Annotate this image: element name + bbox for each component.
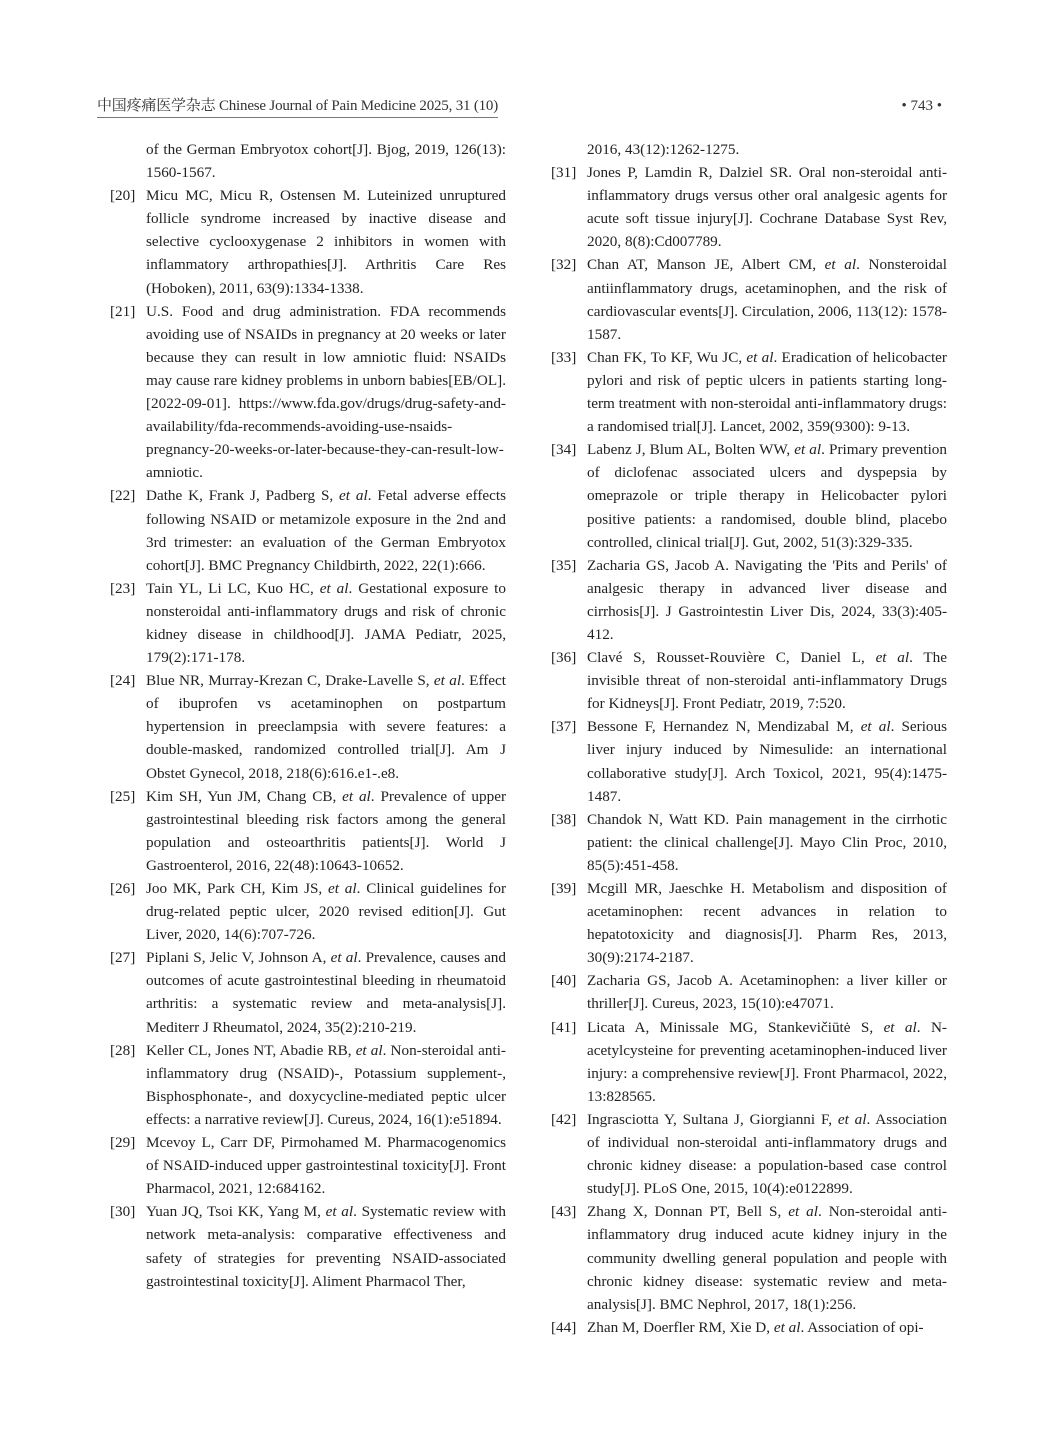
page-number: • 743 • — [901, 98, 942, 114]
reference-body: . Non-steroidal anti-inflammatory drug (NSAID)-, Potassium supplement-, Bisphosphonate-, and doxycycline-mediated peptic ulcer effects: a narrative review[J]. Cureus, 2024, 16(1):e51894. — [146, 1041, 506, 1128]
reference-authors: Mcevoy L, Carr DF, Pirmohamed M. — [146, 1134, 382, 1152]
reference-body: . The invisible threat of non-steroidal anti-inflammatory Drugs for Kidneys[J]. Front Pediatr, 2019, 7:520. — [587, 649, 948, 713]
reference-number: [25] — [110, 787, 136, 805]
reference-et-al: et al — [319, 579, 349, 597]
reference-body: FDA recommends avoiding use of NSAIDs in pregnancy at 20 weeks or later because they can result in low amniotic fluid: NSAIDs may cause rare kidney problems in unborn babies[EB/OL]. [2022-09-01]. https://www.fda.gov/drugs/drug-safety-and-availability/fda-recommends-avoiding-use-nsaids-pregnancy-20-weeks-or-later-because-they-can-result-low-amniotic. — [146, 302, 506, 482]
reference-et-al: et al — [325, 1203, 354, 1221]
reference-et-al: et al — [824, 256, 857, 274]
reference-item — [551, 969, 947, 1015]
reference-number: [41] — [551, 1018, 577, 1036]
reference-number: [26] — [110, 880, 136, 897]
right-column — [551, 138, 947, 1339]
reference-item — [551, 1316, 947, 1339]
reference-et-al: et al — [860, 718, 891, 736]
reference-item — [110, 1039, 506, 1131]
reference-number: [40] — [551, 972, 577, 990]
reference-item — [551, 438, 947, 553]
reference-et-al: et al — [355, 1041, 383, 1059]
reference-body: Pharmacogenomics of NSAID-induced upper gastrointestinal toxicity[J]. Front Pharmacol, 2021, 12:684162. — [146, 1134, 506, 1198]
reference-body: Pain management in the cirrhotic patient: the clinical challenge[J]. Mayo Clin Proc, 2010, 85(5):451-458. — [587, 810, 947, 874]
reference-body: Navigating the 'Pits and Perils' of analgesic therapy in advanced liver disease and cirrhosis[J]. J Gastrointestin Liver Dis, 2024, 33(3):405-412. — [587, 556, 947, 643]
reference-item — [551, 1108, 947, 1200]
reference-et-al: et al — [330, 949, 358, 967]
reference-authors: Joo MK, Park CH, Kim JS, — [146, 880, 329, 897]
reference-authors: Micu MC, Micu R, Ostensen M. — [146, 187, 361, 205]
reference-et-al: et al — [837, 1110, 867, 1128]
reference-et-al: et al — [773, 1318, 801, 1336]
reference-item — [110, 577, 506, 669]
reference-body: . Effect of ibuprofen vs acetaminophen on postpartum hypertension in preeclampsia with severe features: a double-masked, randomized controlled trial[J]. Am J Obstet Gynecol, 2018, 218(6):616.e1-.e8. — [146, 672, 507, 782]
reference-number: [39] — [551, 880, 577, 897]
reference-item — [110, 300, 506, 485]
reference-authors: U.S. Food and drug administration. — [146, 302, 382, 320]
reference-body: . Clinical guidelines for drug-related peptic ulcer, 2020 revised edition[J]. Gut Liver, 2020, 14(6):707-726. — [146, 880, 507, 944]
reference-number: [20] — [110, 187, 136, 205]
reference-continuation: of the German Embryotox cohort[J]. Bjog, 2019, 126(13): 1560-1567. — [146, 141, 506, 182]
reference-authors: Bessone F, Hernandez N, Mendizabal M, — [587, 718, 861, 736]
reference-number: [24] — [110, 672, 136, 690]
reference-authors: Zhan M, Doerfler RM, Xie D, — [587, 1318, 774, 1336]
reference-authors: Dathe K, Frank J, Padberg S, — [146, 487, 340, 505]
reference-authors: Ingrasciotta Y, Sultana J, Giorgianni F, — [587, 1110, 838, 1128]
reference-item — [551, 161, 947, 253]
reference-et-al: et al — [339, 487, 368, 505]
reference-item — [551, 346, 947, 438]
reference-et-al: et al — [788, 1203, 818, 1221]
reference-number: [21] — [110, 302, 136, 320]
reference-number: [23] — [110, 579, 136, 597]
reference-number: [30] — [110, 1203, 136, 1221]
reference-authors: Jones P, Lamdin R, Dalziel SR. — [587, 164, 793, 182]
reference-item — [551, 808, 947, 877]
reference-list-left — [110, 184, 506, 1293]
reference-item — [551, 1016, 947, 1108]
reference-body: . Systematic review with network meta-analysis: comparative effectiveness and safety of strategies for preventing NSAID-associated gastrointestinal toxicity[J]. Aliment Pharmacol Ther, — [146, 1203, 506, 1290]
reference-item — [110, 1131, 506, 1200]
reference-number: [33] — [551, 348, 577, 366]
reference-body: Metabolism and disposition of acetaminophen: recent advances in relation to hepatotoxicity and diagnosis[J]. Pharm Res, 2013, 30(9):2174-2187. — [587, 880, 947, 967]
reference-authors: Zacharia GS, Jacob A. — [587, 556, 730, 574]
left-column — [110, 138, 506, 1293]
reference-et-al: et al — [794, 441, 822, 459]
reference-item — [110, 484, 506, 576]
reference-authors: Chan FK, To KF, Wu JC, — [587, 348, 747, 366]
reference-authors: Licata A, Minissale MG, Stankevičiūtė S, — [587, 1018, 884, 1036]
reference-body: . Primary prevention of diclofenac associated ulcers and dyspepsia by omeprazole or triple therapy in Helicobacter pylori positive patients: a randomised, double blind, placebo controlled, clinical trial[J]. Gut, 2002, 51(3):329-335. — [587, 441, 947, 551]
reference-authors: Tain YL, Li LC, Kuo HC, — [146, 579, 320, 597]
reference-authors: Mcgill MR, Jaeschke H. — [587, 880, 745, 897]
reference-body: . Prevalence, causes and outcomes of acute gastrointestinal bleeding in rheumatoid arthritis: a systematic review and meta-analysis[J]. Mediterr J Rheumatol, 2024, 35(2):210-219. — [146, 949, 506, 1036]
reference-number: [29] — [110, 1134, 136, 1152]
reference-body: . Nonsteroidal antiinflammatory drugs, acetaminophen, and the risk of cardiovascular events[J]. Circulation, 2006, 113(12): 1578-1587. — [587, 256, 948, 343]
reference-number: [28] — [110, 1041, 136, 1059]
journal-title: 中国疼痛医学杂志 Chinese Journal of Pain Medicine 2025, 31 (10) — [97, 96, 498, 118]
reference-authors: Clavé S, Rousset-Rouvière C, Daniel L, — [587, 649, 876, 667]
reference-item — [110, 785, 506, 877]
reference-number: [34] — [551, 441, 577, 459]
reference-authors: Kim SH, Yun JM, Chang CB, — [146, 787, 343, 805]
reference-et-al: et al — [328, 880, 357, 897]
reference-body: . Non-steroidal anti-inflammatory drug induced acute kidney injury in the community dwelling general population and people with chronic kidney disease: systematic review and meta-analysis[J]. BMC Nephrol, 2017, 18(1):256. — [587, 1203, 947, 1313]
reference-body: Acetaminophen: a liver killer or thriller[J]. Cureus, 2023, 15(10):e47071. — [587, 972, 947, 1013]
reference-et-al: et al — [883, 1018, 917, 1036]
reference-et-al: et al — [433, 672, 462, 690]
reference-item — [110, 946, 506, 1038]
reference-number: [35] — [551, 556, 577, 574]
reference-body: . Prevalence of upper gastrointestinal bleeding risk factors among the general population and osteoarthritis patients[J]. World J Gastroenterol, 2016, 22(48):10643-10652. — [146, 787, 506, 874]
reference-authors: Zhang X, Donnan PT, Bell S, — [587, 1203, 789, 1221]
reference-body: . Fetal adverse effects following NSAID or metamizole exposure in the 2nd and 3rd trimester: an evaluation of the German Embryotox cohort[J]. BMC Pregnancy Childbirth, 2022, 22(1):666. — [146, 487, 506, 574]
reference-number: [44] — [551, 1318, 577, 1336]
reference-authors: Chandok N, Watt KD. — [587, 810, 730, 828]
reference-et-al: et al — [875, 649, 910, 667]
reference-item — [110, 669, 506, 784]
reference-authors: Zacharia GS, Jacob A. — [587, 972, 733, 990]
reference-body: . Eradication of helicobacter pylori and risk of peptic ulcers in patients starting long-term treatment with non-steroidal anti-inflammatory drugs: a randomised trial[J]. Lancet, 2002, 359(9300): 9-13. — [587, 348, 947, 436]
reference-number: [43] — [551, 1203, 577, 1221]
reference-authors: Chan AT, Manson JE, Albert CM, — [587, 256, 825, 274]
reference-item — [110, 184, 506, 299]
reference-et-al: et al — [746, 348, 774, 366]
reference-body: Luteinized unruptured follicle syndrome increased by inactive disease and selective cyclooxygenase 2 inhibitors in women with inflammatory arthropathies[J]. Arthritis Care Res (Hoboken), 2011, 63(9):1334-1338. — [146, 187, 507, 297]
reference-authors: Labenz J, Blum AL, Bolten WW, — [587, 441, 795, 459]
reference-number: [22] — [110, 487, 136, 505]
reference-number: [42] — [551, 1110, 577, 1128]
reference-body: . N-acetylcysteine for preventing acetaminophen-induced liver injury: a comprehensive review[J]. Front Pharmacol, 2022, 13:828565. — [587, 1018, 947, 1105]
reference-body: . Gestational exposure to nonsteroidal anti-inflammatory drugs and risk of chronic kidney disease in childhood[J]. JAMA Pediatr, 2025, 179(2):171-178. — [146, 579, 507, 667]
reference-item — [551, 877, 947, 969]
reference-body: . Association of opi- — [800, 1318, 924, 1336]
reference-item — [110, 877, 506, 946]
running-header — [97, 96, 952, 120]
reference-item — [110, 1200, 506, 1292]
reference-body: . Serious liver injury induced by Nimesulide: an international collaborative study[J]. Arch Toxicol, 2021, 95(4):1475-1487. — [587, 718, 948, 805]
reference-list-right — [551, 161, 947, 1339]
reference-authors: Yuan JQ, Tsoi KK, Yang M, — [146, 1203, 326, 1221]
reference-body: Oral non-steroidal anti-inflammatory drugs versus other oral analgesic agents for acute soft tissue injury[J]. Cochrane Database Syst Rev, 2020, 8(8):Cd007789. — [587, 164, 948, 251]
reference-item — [551, 715, 947, 807]
reference-et-al: et al — [342, 787, 371, 805]
reference-number: [32] — [551, 256, 577, 274]
reference-authors: Blue NR, Murray-Krezan C, Drake-Lavelle S, — [146, 672, 434, 690]
reference-continuation: 2016, 43(12):1262-1275. — [587, 141, 740, 158]
reference-authors: Piplani S, Jelic V, Johnson A, — [146, 949, 331, 967]
reference-number: [37] — [551, 718, 577, 736]
reference-item — [551, 253, 947, 345]
reference-number: [27] — [110, 949, 136, 967]
reference-item — [551, 1200, 947, 1315]
reference-number: [31] — [551, 164, 577, 182]
reference-number: [38] — [551, 810, 577, 828]
reference-body: . Association of individual non-steroidal anti-inflammatory drugs and chronic kidney disease: a population-based case control study[J]. PLoS One, 2015, 10(4):e0122899. — [587, 1110, 947, 1198]
reference-item — [551, 554, 947, 646]
reference-number: [36] — [551, 649, 577, 667]
reference-item — [551, 646, 947, 715]
reference-authors: Keller CL, Jones NT, Abadie RB, — [146, 1041, 356, 1059]
